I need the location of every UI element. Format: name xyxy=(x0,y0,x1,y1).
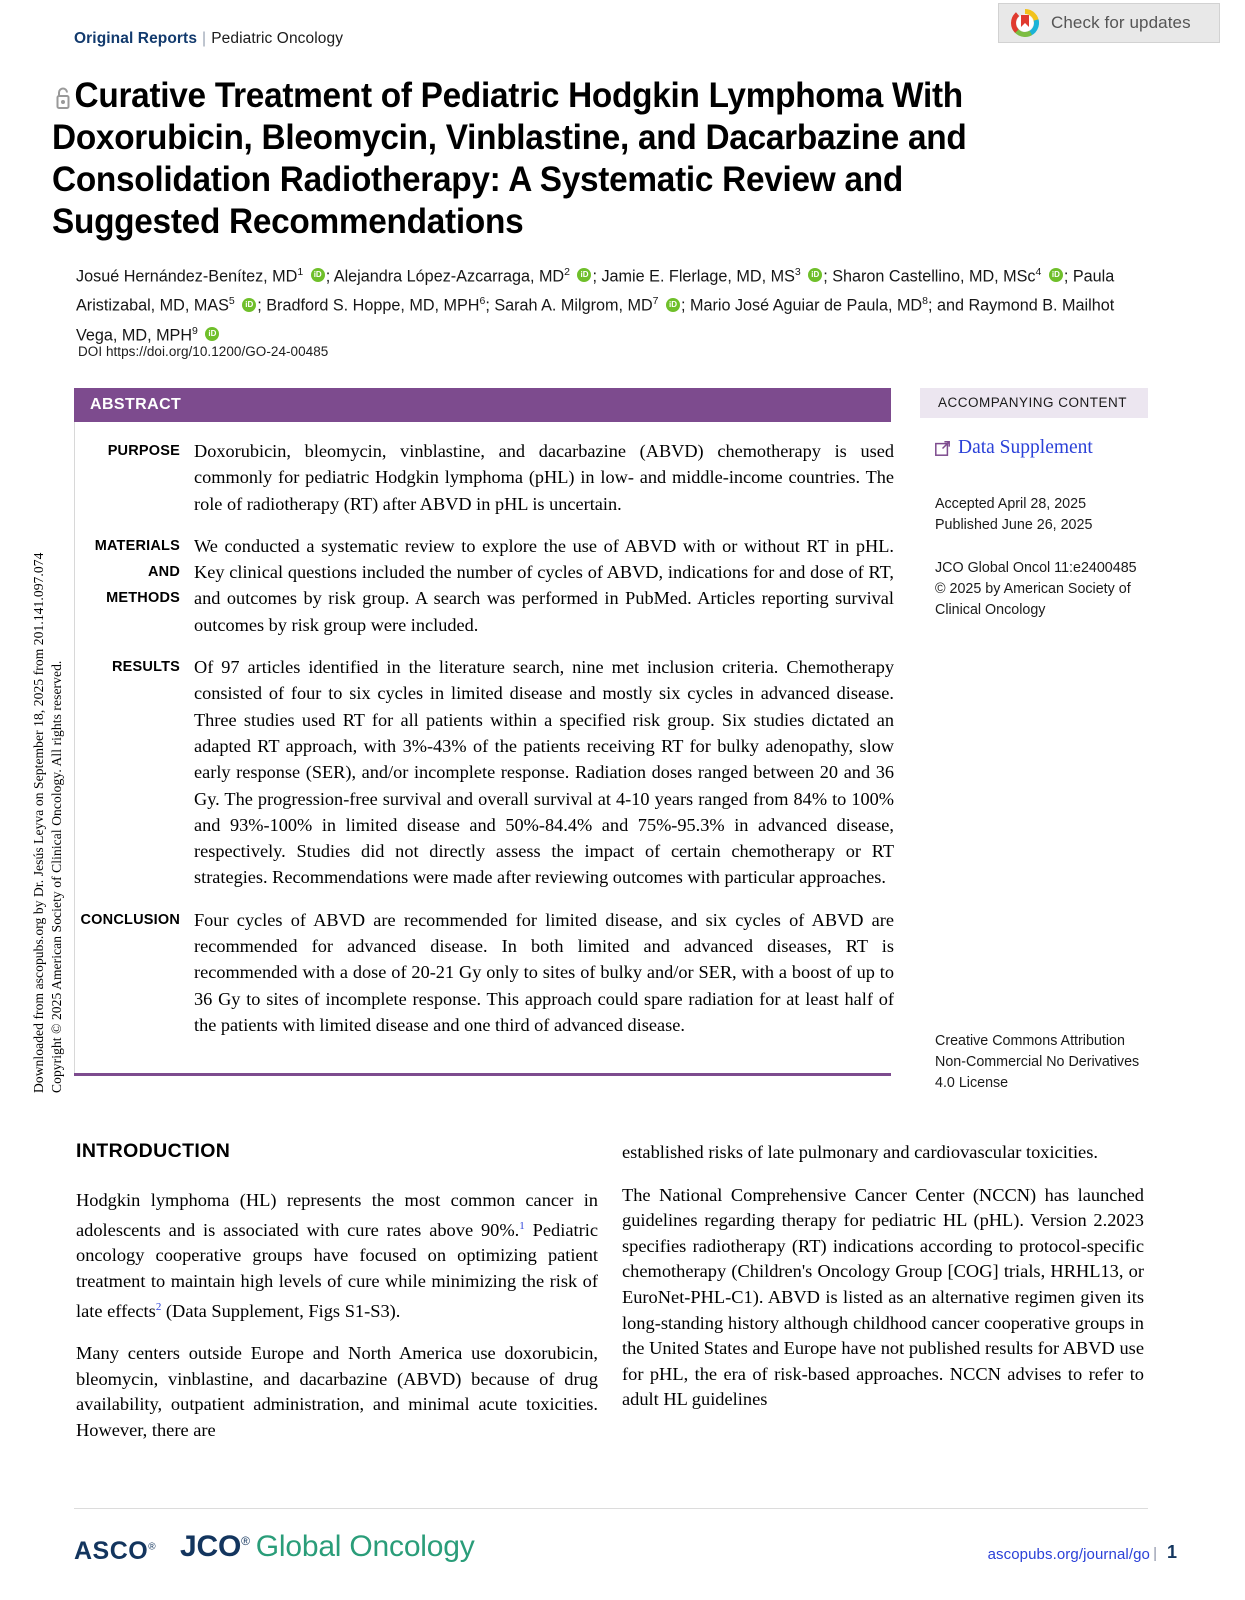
abstract-banner-label: ABSTRACT xyxy=(90,396,182,413)
orcid-icon[interactable] xyxy=(1049,268,1063,282)
orcid-icon[interactable] xyxy=(311,268,325,282)
abstract-section xyxy=(74,907,894,1038)
accompanying-content-label: ACCOMPANYING CONTENT xyxy=(938,395,1128,410)
license-line-3: 4.0 License xyxy=(935,1075,1009,1091)
doi-line[interactable]: DOI https://doi.org/10.1200/GO-24-00485 xyxy=(78,344,329,359)
external-link-icon xyxy=(935,441,950,456)
abstract-section-label: RESULTS xyxy=(112,659,180,676)
abstract-section xyxy=(74,533,894,638)
download-notice xyxy=(0,0,64,1600)
body-column-right xyxy=(622,1140,1144,1430)
publication-dates xyxy=(935,494,1092,536)
abstract-body xyxy=(74,438,894,1054)
license-line-2: Non-Commercial No Derivatives xyxy=(935,1054,1140,1070)
abstract-section-label: CONCLUSION xyxy=(80,911,180,928)
body-paragraph: Hodgkin lymphoma (HL) represents the most common cancer in adolescents and is associated with cure rates above 90%.$^1$ Pediatric oncology cooperative groups have focused on optimizing patient treatment to maintain high levels of cure while minimizing the risk of late effects$^2$ (Data Supplement, Figs S1-S3). xyxy=(76,1190,598,1321)
page-title: Curative Treatment of Pediatric Hodgkin Lymphoma With Doxorubicin, Bleomycin, Vinblastine, and Dacarbazine and Consolidation Radiotherapy: A Systematic Review and Suggested Recommendations xyxy=(52,75,967,241)
jco-logo-text: JCO xyxy=(180,1530,242,1563)
body-paragraph: The National Comprehensive Cancer Center (NCCN) has launched guidelines regarding therapy for pediatric HL (pHL). Version 2.2023 specifies radiotherapy (RT) indications according to protocol-specific chemotherapy (Children's Oncology Group [COG] trials, HRHL13, or EuroNet-PHL-C1). ABVD is listed as an alternative regimen given its long-standing history although childhood cancer cooperative groups in the United States and Europe have not published results for ABVD use for pHL, the era of risk-based approaches. NCCN advises to refer to adult HL guidelines xyxy=(622,1184,1144,1410)
orcid-icon[interactable] xyxy=(808,268,822,282)
title-block xyxy=(52,74,1142,242)
registered-mark: ® xyxy=(241,1534,250,1548)
abstract-section xyxy=(74,654,894,891)
orcid-icon[interactable] xyxy=(666,298,680,312)
asco-logo[interactable]: ASCO® xyxy=(74,1537,157,1565)
download-notice-line-1: Downloaded from ascopubs.org by Dr. Jesús Leyva on September 18, 2025 from 201.141.097.074 xyxy=(31,552,46,1093)
body-column-left xyxy=(76,1188,598,1461)
abstract-bottom-rule xyxy=(74,1073,891,1076)
article-kicker xyxy=(74,30,343,48)
accompanying-content-header xyxy=(920,388,1148,418)
crossmark-label: Check for updates xyxy=(1051,13,1191,32)
data-supplement-label: Data Supplement xyxy=(958,437,1093,458)
abstract-section-label: MATERIALS AND METHODS xyxy=(94,537,180,607)
page-number: 1 xyxy=(1166,1542,1177,1562)
citation-block xyxy=(935,558,1137,621)
orcid-icon[interactable] xyxy=(577,268,591,282)
license-line-1: Creative Commons Attribution xyxy=(935,1033,1125,1049)
section-heading-introduction: INTRODUCTION xyxy=(76,1140,231,1162)
license-block xyxy=(935,1031,1139,1094)
kicker-secondary[interactable]: Pediatric Oncology xyxy=(211,30,344,47)
citation-line-1: JCO Global Oncol 11:e2400485 xyxy=(935,560,1137,576)
crossmark-icon xyxy=(1011,9,1039,37)
jco-subtitle: Global Oncology xyxy=(255,1530,475,1563)
abstract-section-label: PURPOSE xyxy=(107,443,180,459)
footer-separator: | xyxy=(1153,1545,1157,1562)
body-paragraph: established risks of late pulmonary and cardiovascular toxicities. xyxy=(622,1142,1098,1162)
abstract-section-text: Doxorubicin, bleomycin, vinblastine, and dacarbazine (ABVD) chemotherapy is used commonly for pediatric Hodgkin lymphoma (pHL) in low- and middle-income countries. The role of radiotherapy (RT) after ABVD in pHL is uncertain. xyxy=(194,441,894,514)
kicker-primary[interactable]: Original Reports xyxy=(74,30,198,47)
footer-divider xyxy=(74,1508,1148,1509)
jco-global-oncology-logo[interactable] xyxy=(180,1530,475,1564)
citation-line-2: © 2025 by American Society of xyxy=(935,581,1131,597)
author-list: Josué Hernández-Benítez, $MD^1$ iD ; Alejandra López-Azcarraga, $MD^2$ iD ; Jamie E. Flerlage, MD, $MS^3$ iD ; Sharon Castellino, MD, MSc$^4$ iD ; Paula Aristizabal, MD, MAS$^5$ iD ; Bradford S. Hoppe, MD, MPH$^6$; Sarah A. Milgrom, $MD^7$ iD ; Mario José Aguiar de Paula, $MD^8$; and Raymond B. Mailhot Vega, MD, MPH$^9$ iD xyxy=(76,260,1156,348)
abstract-section-text: Of 97 articles identified in the literature search, nine met inclusion criteria. Chemotherapy consisted of four to six cycles in limited disease and mostly six cycles in advanced disease. Three studies used RT for all patients within a specified risk group. Six studies dictated an adapted RT approach, with 3%-43% of the patients receiving RT for bulky adenopathy, slow early response (SER), and/or incomplete response. Radiation doses ranged between 20 and 36 Gy. The progression-free survival and overall survival at 4-10 years ranged from 84% to 100% and 93%-100% in limited disease and 50%-84.4% and 75%-95.3% in advanced disease, respectively. Studies did not directly assess the impact of certain chemotherapy or RT strategies. Recommendations were made after reviewing outcomes with particular approaches. xyxy=(194,657,894,888)
citation-line-3: Clinical Oncology xyxy=(935,602,1046,618)
crossmark-badge[interactable] xyxy=(998,3,1220,43)
published-date: Published June 26, 2025 xyxy=(935,517,1093,533)
accepted-date: Accepted April 28, 2025 xyxy=(935,496,1087,512)
body-paragraph: Many centers outside Europe and North America use doxorubicin, bleomycin, vinblastine, and dacarbazine (ABVD) because of drug availability, outpatient administration, and minimal acute toxicities. However, there are xyxy=(76,1343,598,1440)
data-supplement-link[interactable] xyxy=(935,437,1093,459)
abstract-banner xyxy=(74,388,891,422)
footer-url[interactable]: ascopubs.org/journal/go xyxy=(987,1546,1150,1563)
abstract-section-text: Four cycles of ABVD are recommended for limited disease, and six cycles of ABVD are recommended for advanced disease. In both limited and advanced diseases, RT is recommended with a dose of 20-21 Gy only to sites of bulky and/or SER, with a boost of up to 36 Gy to sites of incomplete response. This approach could spare radiation for at least half of the patients with limited disease and one third of advanced disease. xyxy=(194,909,894,1035)
download-notice-line-2: Copyright © 2025 American Society of Clinical Oncology. All rights reserved. xyxy=(49,660,64,1093)
orcid-icon[interactable] xyxy=(242,298,256,312)
asco-logo-text: ASCO xyxy=(74,1537,149,1565)
orcid-icon[interactable] xyxy=(205,327,219,341)
kicker-separator: | xyxy=(202,30,207,47)
abstract-section xyxy=(74,438,894,517)
abstract-section-text: We conducted a systematic review to explore the use of ABVD with or without RT in pHL. Key clinical questions included the number of cycles of ABVD, indications for and dose of RT, and outcomes by risk group. A search was performed in PubMed. Articles reporting survival outcomes by risk group were included. xyxy=(194,535,894,635)
